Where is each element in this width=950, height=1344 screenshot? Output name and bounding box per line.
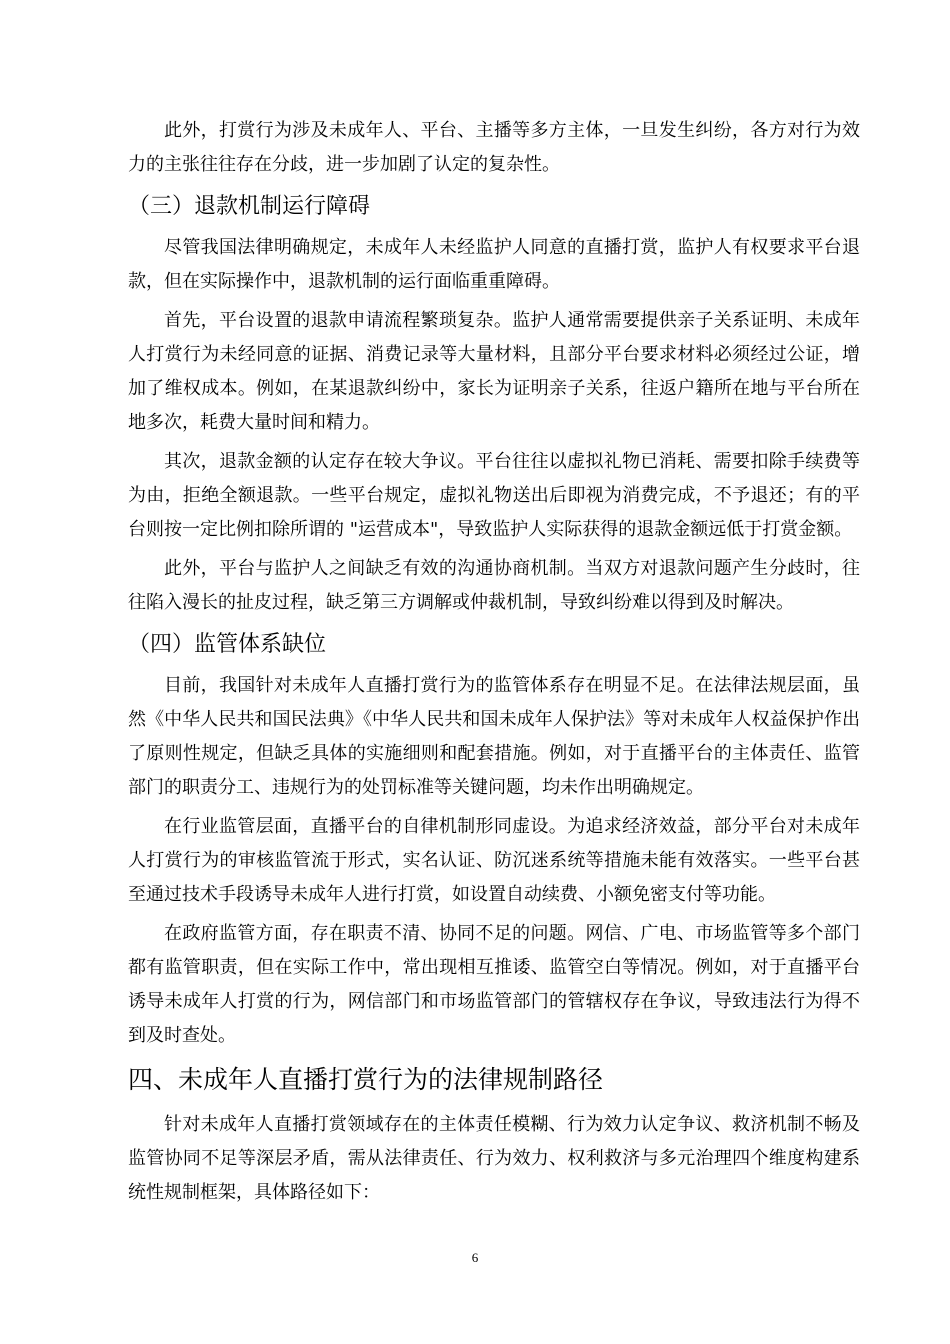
paragraph-industry-level: 在行业监管层面，直播平台的自律机制形同虚设。为追求经济效益，部分平台对未成年人打赏行为的审核监管流于形式，实名认证、防沉迷系统等措施未能有效落实。一些平台甚至通过技术手段诱导未成年人进行打赏，如设置自动续费、小额免密支付等功能。 [128,816,860,905]
page-number: 6 [471,1250,479,1265]
paragraph-refund-amount: 其次，退款金额的认定存在较大争议。平台往往以虚拟礼物已消耗、需要扣除手续费等为由，拒绝全额退款。一些平台规定，虚拟礼物送出后即视为消费完成，不予退还；有的平台则按一定比例扣除所谓的 "运营成本"，导致监护人实际获得的退款金额远低于打赏金额。 [128,451,860,540]
section-heading-legal-path: 四、未成年人直播打赏行为的法律规制路径 [128,1065,604,1094]
paragraph-refund-intro: 尽管我国法律明确规定，未成年人未经监护人同意的直播打赏，监护人有权要求平台退款，但在实际操作中，退款机制的运行面临重重障碍。 [128,237,860,292]
paragraph-government-level: 在政府监管方面，存在职责不清、协同不足的问题。网信、广电、市场监管等多个部门都有监管职责，但在实际工作中，常出现相互推诿、监管空白等情况。例如，对于直播平台诱导未成年人打赏的行为，网信部门和市场监管部门的管辖权存在争议，导致违法行为得不到及时查处。 [128,923,860,1046]
paragraph-refund-process: 首先，平台设置的退款申请流程繁琐复杂。监护人通常需要提供亲子关系证明、未成年人打赏行为未经同意的证据、消费记录等大量材料，且部分平台要求材料必须经过公证，增加了维权成本。例如，在某退款纠纷中，家长为证明亲子关系，往返户籍所在地与平台所在地多次，耗费大量时间和精力。 [128,310,860,433]
paragraph-refund-communication: 此外，平台与监护人之间缺乏有效的沟通协商机制。当双方对退款问题产生分歧时，往往陷入漫长的扯皮过程，缺乏第三方调解或仲裁机制，导致纠纷难以得到及时解决。 [128,558,860,613]
paragraph-legal-path-intro: 针对未成年人直播打赏领域存在的主体责任模糊、行为效力认定争议、救济机制不畅及监管协同不足等深层矛盾，需从法律责任、行为效力、权利救济与多元治理四个维度构建系统性规制框架，具体路径如下： [128,1114,860,1203]
paragraph-dispute-complexity: 此外，打赏行为涉及未成年人、平台、主播等多方主体，一旦发生纠纷，各方对行为效力的主张往往存在分歧，进一步加剧了认定的复杂性。 [128,120,860,175]
subheading-refund-obstacles: （三）退款机制运行障碍 [128,194,371,219]
document-body [128,114,860,1215]
subheading-regulation-gap: （四）监管体系缺位 [128,632,327,657]
paragraph-legal-level: 目前，我国针对未成年人直播打赏行为的监管体系存在明显不足。在法律法规层面，虽然《中华人民共和国民法典》《中华人民共和国未成年人保护法》等对未成年人权益保护作出了原则性规定，但缺乏具体的实施细则和配套措施。例如，对于直播平台的主体责任、监管部门的职责分工、违规行为的处罚标准等关键问题，均未作出明确规定。 [128,675,860,798]
